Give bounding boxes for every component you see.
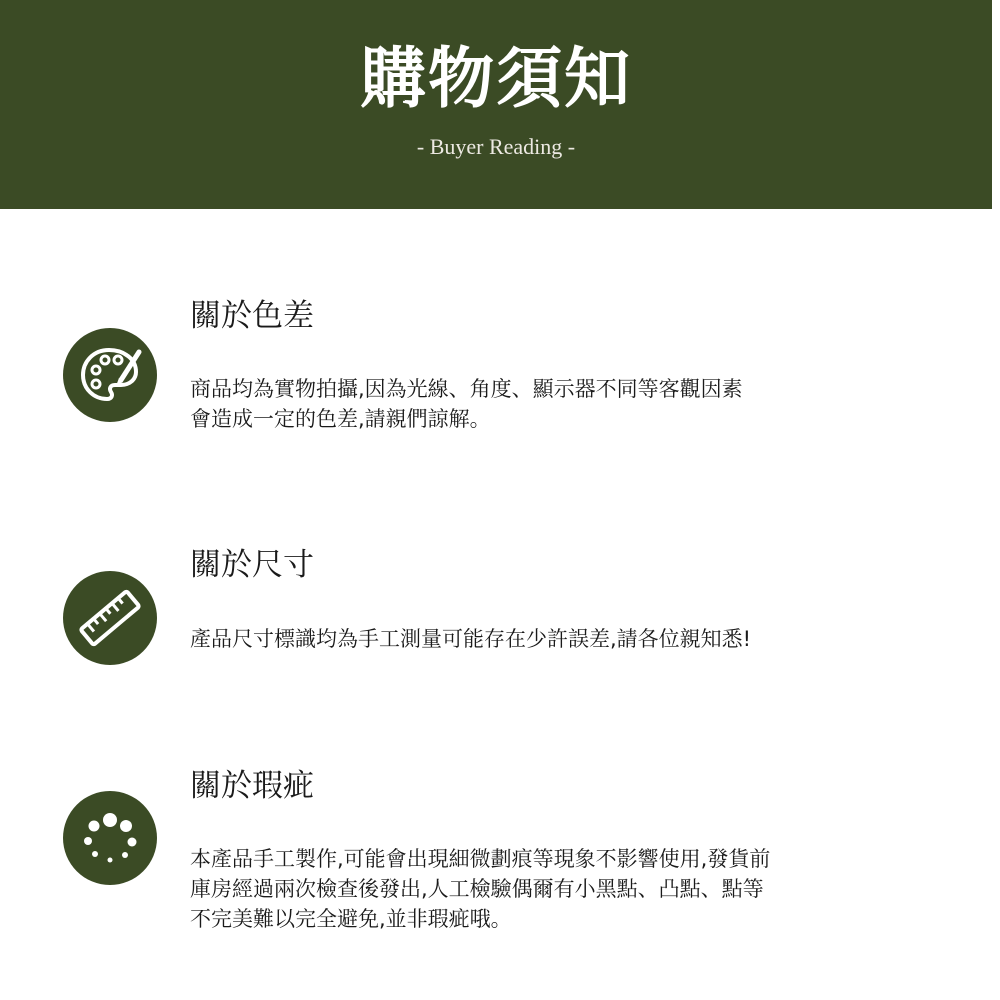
dots-icon bbox=[63, 791, 157, 885]
section-title-defects: 關於瑕疵 bbox=[190, 768, 314, 804]
body-line: 會造成一定的色差,請親們諒解。 bbox=[190, 407, 491, 431]
ruler-icon bbox=[63, 571, 157, 665]
body-line: 商品均為實物拍攝,因為光線、角度、顯示器不同等客觀因素 bbox=[190, 377, 743, 401]
body-line: 產品尺寸標識均為手工測量可能存在少許誤差,請各位親知悉! bbox=[190, 627, 752, 651]
section-body-size bbox=[190, 624, 910, 654]
page-title: 購物須知 bbox=[360, 40, 632, 117]
body-line: 庫房經過兩次檢查後發出,人工檢驗偶爾有小黑點、凸點、點等 bbox=[190, 877, 764, 901]
section-title-size: 關於尺寸 bbox=[190, 547, 314, 583]
page-subtitle: - Buyer Reading - bbox=[416, 134, 576, 159]
section-body-defects bbox=[190, 844, 910, 934]
section-title-color: 關於色差 bbox=[190, 298, 314, 334]
header-banner bbox=[0, 0, 992, 209]
body-line: 本產品手工製作,可能會出現細微劃痕等現象不影響使用,發貨前 bbox=[190, 847, 771, 871]
palette-icon bbox=[63, 328, 157, 422]
section-body-color bbox=[190, 374, 910, 434]
body-line: 不完美難以完全避免,並非瑕疵哦。 bbox=[190, 907, 512, 931]
